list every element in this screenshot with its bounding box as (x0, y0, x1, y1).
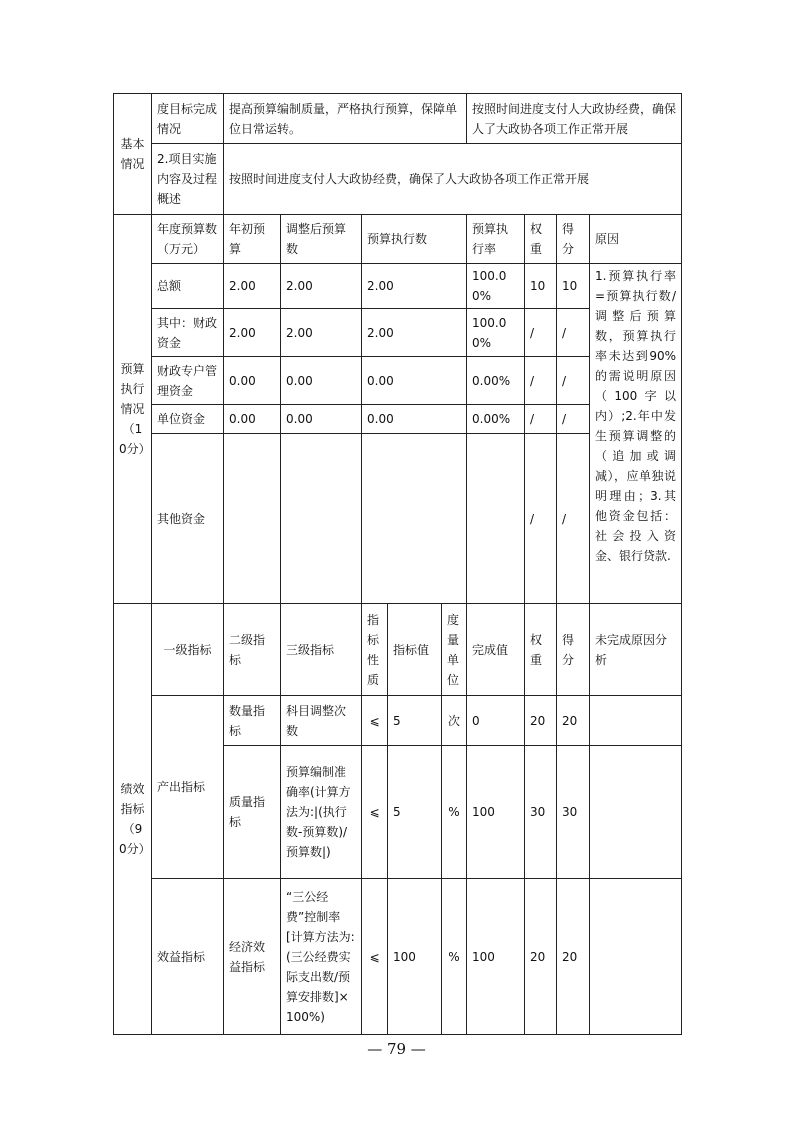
indicator-nature: ⩽ (362, 879, 388, 1035)
indicator-unit: % (442, 879, 467, 1035)
level2-indicator: 数量指标 (224, 696, 281, 746)
budget-initial (224, 434, 281, 604)
implementation-text: 按照时间进度支付人大政协经费，确保了人大政协各项工作正常开展 (224, 144, 682, 215)
budget-weight: / (525, 434, 557, 604)
level1-output: 产出指标 (152, 696, 224, 879)
budget-score: / (557, 309, 590, 357)
budget-header-initial: 年初预算 (224, 215, 281, 264)
budget-score: / (557, 434, 590, 604)
budget-section-label: 预算执行情况（10分） (114, 215, 152, 604)
actual-completion-text: 按照时间进度支付人大政协经费，确保人了大政协各项工作正常开展 (467, 94, 682, 144)
budget-rate (467, 434, 525, 604)
budget-initial: 2.00 (224, 309, 281, 357)
budget-header-reason: 原因 (590, 215, 682, 264)
table-row (114, 879, 682, 1035)
indicator-score: 30 (557, 746, 590, 879)
indicator-unit: 次 (442, 696, 467, 746)
budget-header-annual: 年度预算数（万元） (152, 215, 224, 264)
budget-executed: 0.00 (362, 357, 467, 405)
perf-header-score: 得分 (557, 604, 590, 696)
goal-completion-label: 度目标完成情况 (152, 94, 224, 144)
indicator-nature: ⩽ (362, 696, 388, 746)
indicator-done: 100 (467, 746, 525, 879)
indicator-reason (590, 696, 682, 746)
budget-header-rate: 预算执行率 (467, 215, 525, 264)
indicator-weight: 20 (525, 696, 557, 746)
budget-header-score: 得分 (557, 215, 590, 264)
implementation-label: 2.项目实施内容及过程概述 (152, 144, 224, 215)
budget-row-label: 单位资金 (152, 405, 224, 434)
budget-executed (362, 434, 467, 604)
budget-executed: 2.00 (362, 309, 467, 357)
budget-weight: 10 (525, 264, 557, 309)
budget-initial: 0.00 (224, 357, 281, 405)
perf-header-unit: 度量单位 (442, 604, 467, 696)
indicator-reason (590, 879, 682, 1035)
indicator-done: 100 (467, 879, 525, 1035)
budget-adjusted: 0.00 (281, 405, 362, 434)
perf-header-value: 指标值 (388, 604, 442, 696)
budget-rate: 100.00% (467, 309, 525, 357)
perf-header-done: 完成值 (467, 604, 525, 696)
table-row (114, 696, 682, 746)
budget-adjusted: 2.00 (281, 264, 362, 309)
budget-adjusted (281, 434, 362, 604)
indicator-nature: ⩽ (362, 746, 388, 879)
perf-header-reason: 未完成原因分析 (590, 604, 682, 696)
budget-header-executed: 预算执行数 (362, 215, 467, 264)
budget-score: 10 (557, 264, 590, 309)
budget-weight: / (525, 357, 557, 405)
annual-goal-text: 提高预算编制质量，严格执行预算，保障单位日常运转。 (224, 94, 467, 144)
budget-weight: / (525, 309, 557, 357)
budget-header-adjusted: 调整后预算数 (281, 215, 362, 264)
budget-weight: / (525, 405, 557, 434)
budget-initial: 0.00 (224, 405, 281, 434)
page-number: — 79 — (367, 1040, 426, 1058)
level3-indicator: “三公经费”控制率[计算方法为:(三公经费实际支出数/预算安排数]×100%) (281, 879, 362, 1035)
perf-header-level1: 一级指标 (152, 604, 224, 696)
performance-evaluation-table (113, 93, 682, 1035)
indicator-value: 5 (388, 696, 442, 746)
indicator-score: 20 (557, 879, 590, 1035)
budget-initial: 2.00 (224, 264, 281, 309)
budget-rate: 0.00% (467, 405, 525, 434)
indicator-score: 20 (557, 696, 590, 746)
budget-rate: 0.00% (467, 357, 525, 405)
budget-row-label: 其中：财政资金 (152, 309, 224, 357)
level3-indicator: 预算编制准确率(计算方法为:|(执行数-预算数)/预算数|) (281, 746, 362, 879)
budget-executed: 0.00 (362, 405, 467, 434)
indicator-value: 100 (388, 879, 442, 1035)
level3-indicator: 科目调整次数 (281, 696, 362, 746)
budget-score: / (557, 357, 590, 405)
indicator-done: 0 (467, 696, 525, 746)
perf-header-nature: 指标性质 (362, 604, 388, 696)
budget-adjusted: 2.00 (281, 309, 362, 357)
budget-reason-note: 1.预算执行率=预算执行数/调整后预算数，预算执行率未达到90%的需说明原因（100字以内）;2.年中发生预算调整的（追加或调减），应单独说明理由；3.其他资金包括：社会投入资金、银行贷款. (590, 264, 682, 604)
perf-header-weight: 权重 (525, 604, 557, 696)
level2-indicator: 经济效益指标 (224, 879, 281, 1035)
budget-executed: 2.00 (362, 264, 467, 309)
table-row (114, 264, 682, 309)
budget-adjusted: 0.00 (281, 357, 362, 405)
basic-section-label: 基本情况 (114, 94, 152, 215)
budget-score: / (557, 405, 590, 434)
indicator-unit: % (442, 746, 467, 879)
budget-header-weight: 权重 (525, 215, 557, 264)
budget-rate: 100.00% (467, 264, 525, 309)
perf-header-level3: 三级指标 (281, 604, 362, 696)
indicator-reason (590, 746, 682, 879)
budget-row-label: 总额 (152, 264, 224, 309)
budget-row-label: 其他资金 (152, 434, 224, 604)
performance-section-label: 绩效指标（90分） (114, 604, 152, 1035)
indicator-weight: 30 (525, 746, 557, 879)
perf-header-level2: 二级指标 (224, 604, 281, 696)
budget-row-label: 财政专户管理资金 (152, 357, 224, 405)
level2-indicator: 质量指标 (224, 746, 281, 879)
indicator-weight: 20 (525, 879, 557, 1035)
level1-benefit: 效益指标 (152, 879, 224, 1035)
indicator-value: 5 (388, 746, 442, 879)
